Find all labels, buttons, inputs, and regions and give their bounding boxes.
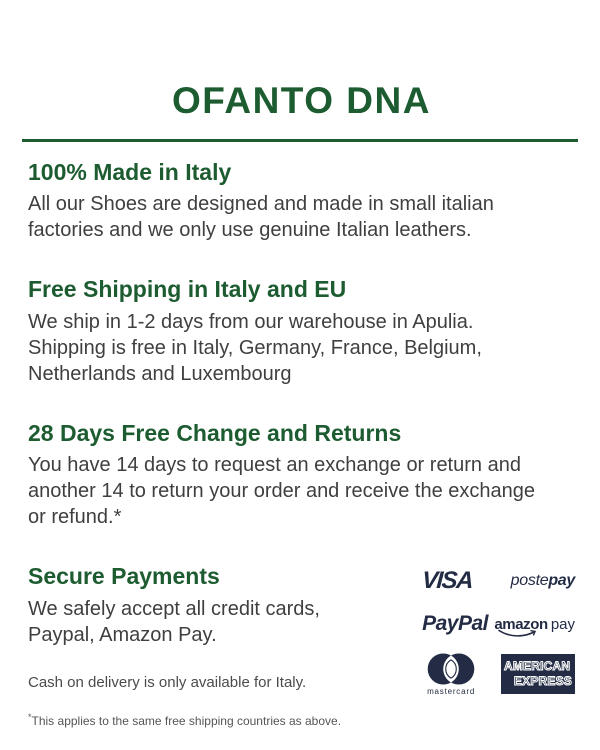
amex-logo-line2: EXPRESS [513,674,572,689]
amex-logo-line1: AMERICAN [504,659,571,674]
postepay-logo-text: poste [510,572,549,590]
section-heading: Secure Payments [28,563,220,590]
mastercard-circles-icon [422,652,480,686]
section-body: You have 14 days to request an exchange or return and another 14 to return your order and receive the exchange or refund.* [28,454,535,529]
amazon-smile-icon [498,629,540,638]
paypal-logo: PayPal [422,612,488,636]
payment-logos-row-1 [422,566,575,596]
section-secure-payments [28,563,575,696]
payment-logos [422,563,575,696]
section-body: All our Shoes are designed and made in small italian factories and we only use genuine Italian leathers. [28,193,494,242]
mastercard-logo [422,652,480,696]
footnote [28,712,575,728]
footnote-text: This applies to the same free shipping countries as above. [31,714,342,729]
section-heading: Free Shipping in Italy and EU [28,276,347,303]
amazon-logo-text: amazon [494,615,548,633]
section-returns [28,420,575,530]
payment-logos-row-3 [422,652,575,696]
section-heading: 28 Days Free Change and Returns [28,419,402,446]
secure-payments-copy [28,563,422,647]
section-made-in-italy [28,159,575,243]
footnote-asterisk: * [28,712,32,723]
american-express-logo [501,654,575,694]
amazon-wordmark [494,616,547,633]
section-body: We ship in 1-2 days from our warehouse in Apulia. Shipping is free in Italy, Germany, France, Belgium, Netherlands and Luxembourg [28,310,482,385]
section-free-shipping [28,276,575,386]
visa-logo: VISA [421,567,474,595]
section-heading: 100% Made in Italy [28,159,232,185]
postepay-logo [511,572,575,590]
cash-on-delivery-note: Cash on delivery is only available for Italy. [28,673,307,691]
payment-logos-row-2 [422,609,575,639]
amazon-pay-logo [494,616,575,633]
mastercard-logo-text: mastercard [427,687,476,697]
section-body: We safely accept all credit cards, Paypal, Amazon Pay. [28,597,320,646]
title-divider [22,139,578,142]
postepay-logo-text-bold: pay [548,572,575,590]
amazon-pay-text: pay [550,615,575,633]
page-title: OFANTO DNA [172,80,431,121]
secure-payments-text [28,563,422,696]
